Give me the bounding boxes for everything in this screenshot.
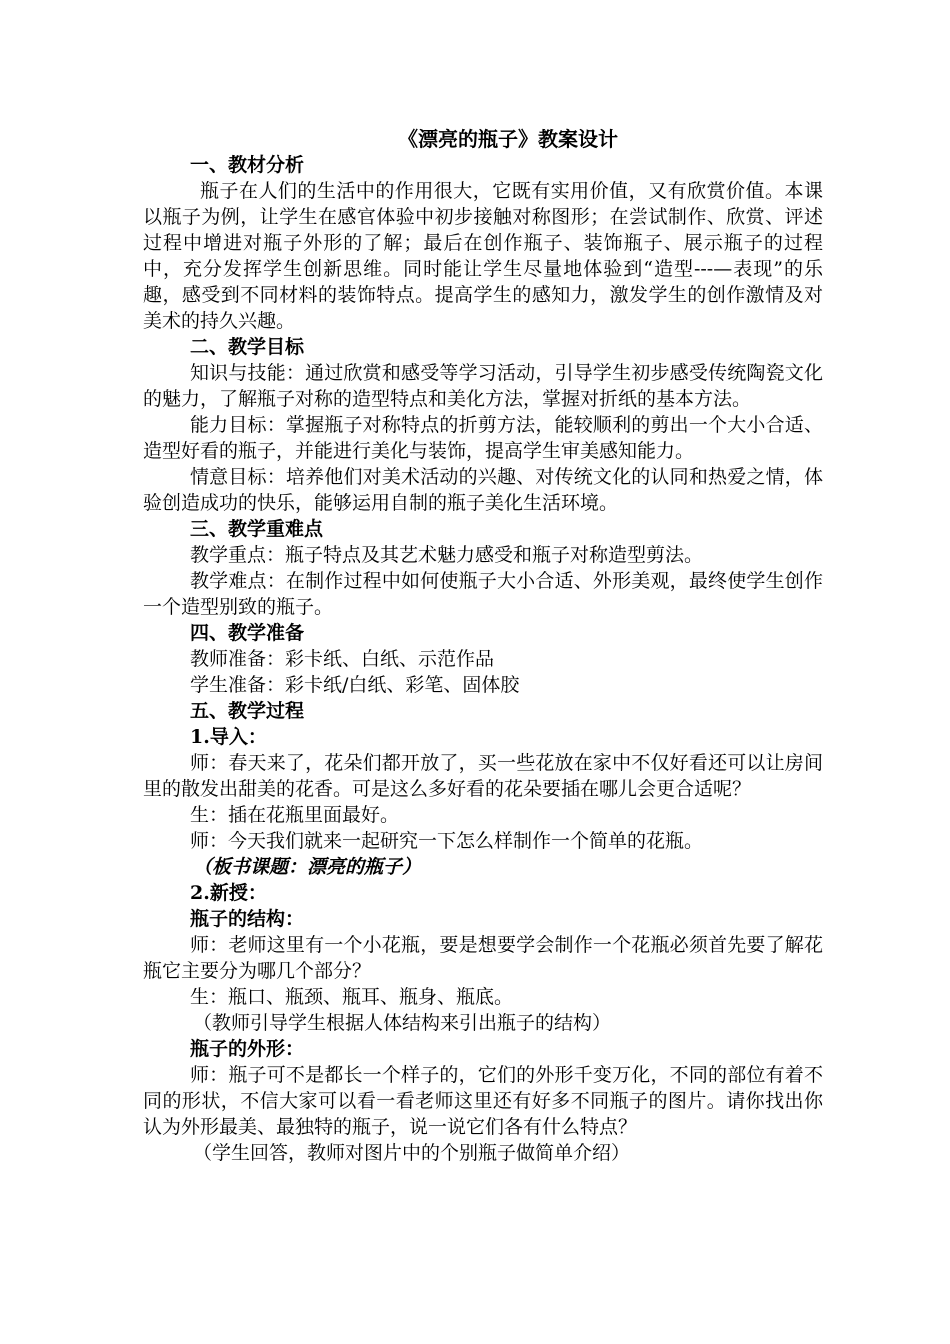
board-note: （板书课题：漂亮的瓶子） xyxy=(193,856,422,878)
subheading-structure: 瓶子的结构： xyxy=(190,908,305,930)
teacher-note: （教师引导学生根据人体结构来引出瓶子的结构） xyxy=(193,1012,612,1034)
paragraph: 教学重点：瓶子特点及其艺术魅力感受和瓶子对称造型剪法。 xyxy=(190,544,704,566)
subheading-intro: 1.导入： xyxy=(190,726,267,748)
paragraph: 教师准备：彩卡纸、白纸、示范作品 xyxy=(190,648,495,670)
subheading-new-lesson: 2.新授： xyxy=(190,882,267,904)
paragraph: 生：插在花瓶里面最好。 xyxy=(190,804,400,826)
paragraph: 知识与技能：通过欣赏和感受等学习活动，引导学生初步感受传统陶瓷文化的魅力，了解瓶子对称的造型特点和美化方法，掌握对折纸的基本方法。 xyxy=(143,362,823,410)
subheading-shape: 瓶子的外形： xyxy=(190,1038,305,1060)
section-heading-1: 一、教材分析 xyxy=(190,154,305,176)
paragraph: 瓶子在人们的生活中的作用很大，它既有实用价值，又有欣赏价值。本课以瓶子为例，让学生在感官体验中初步接触对称图形；在尝试制作、欣赏、评述过程中增进对瓶子外形的了解；最后在创作瓶子、装饰瓶子、展示瓶子的过程中，充分发挥学生创新思维。同时能让学生尽量地体验到“造型---—表现”的乐趣，感受到不同材料的装饰特点。提高学生的感知力，激发学生的创作激情及对美术的持久兴趣。 xyxy=(143,180,823,332)
paragraph: 师：今天我们就来一起研究一下怎么样制作一个简单的花瓶。 xyxy=(190,830,704,852)
paragraph: 能力目标：掌握瓶子对称特点的折剪方法，能较顺利的剪出一个大小合适、造型好看的瓶子，并能进行美化与装饰，提高学生审美感知能力。 xyxy=(143,414,823,462)
document-body xyxy=(143,126,823,1166)
paragraph: 学生准备：彩卡纸/白纸、彩笔、固体胶 xyxy=(190,674,520,696)
section-heading-5: 五、教学过程 xyxy=(190,700,305,722)
paragraph: 情意目标：培养他们对美术活动的兴趣、对传统文化的认同和热爱之情，体验创造成功的快乐，能够运用自制的瓶子美化生活环境。 xyxy=(143,466,823,514)
page-title: 《漂亮的瓶子》教案设计 xyxy=(398,127,618,151)
paragraph: 师：老师这里有一个小花瓶，要是想要学会制作一个花瓶必须首先要了解花瓶它主要分为哪几个部分？ xyxy=(143,934,823,982)
paragraph: 师：瓶子可不是都长一个样子的，它们的外形千变万化，不同的部位有着不同的形状，不信大家可以看一看老师这里还有好多不同瓶子的图片。请你找出你认为外形最美、最独特的瓶子，说一说它们各有什么特点？ xyxy=(143,1064,823,1138)
section-heading-2: 二、教学目标 xyxy=(190,336,305,358)
paragraph: 生：瓶口、瓶颈、瓶耳、瓶身、瓶底。 xyxy=(190,986,514,1008)
section-heading-3: 三、教学重难点 xyxy=(190,518,324,540)
teacher-note: （学生回答，教师对图片中的个别瓶子做简单介绍） xyxy=(193,1142,631,1164)
section-heading-4: 四、教学准备 xyxy=(190,622,305,644)
paragraph: 教学难点：在制作过程中如何使瓶子大小合适、外形美观，最终使学生创作一个造型别致的瓶子。 xyxy=(143,570,823,618)
paragraph: 师：春天来了，花朵们都开放了，买一些花放在家中不仅好看还可以让房间里的散发出甜美的花香。可是这么多好看的花朵要插在哪儿会更合适呢？ xyxy=(143,752,823,800)
